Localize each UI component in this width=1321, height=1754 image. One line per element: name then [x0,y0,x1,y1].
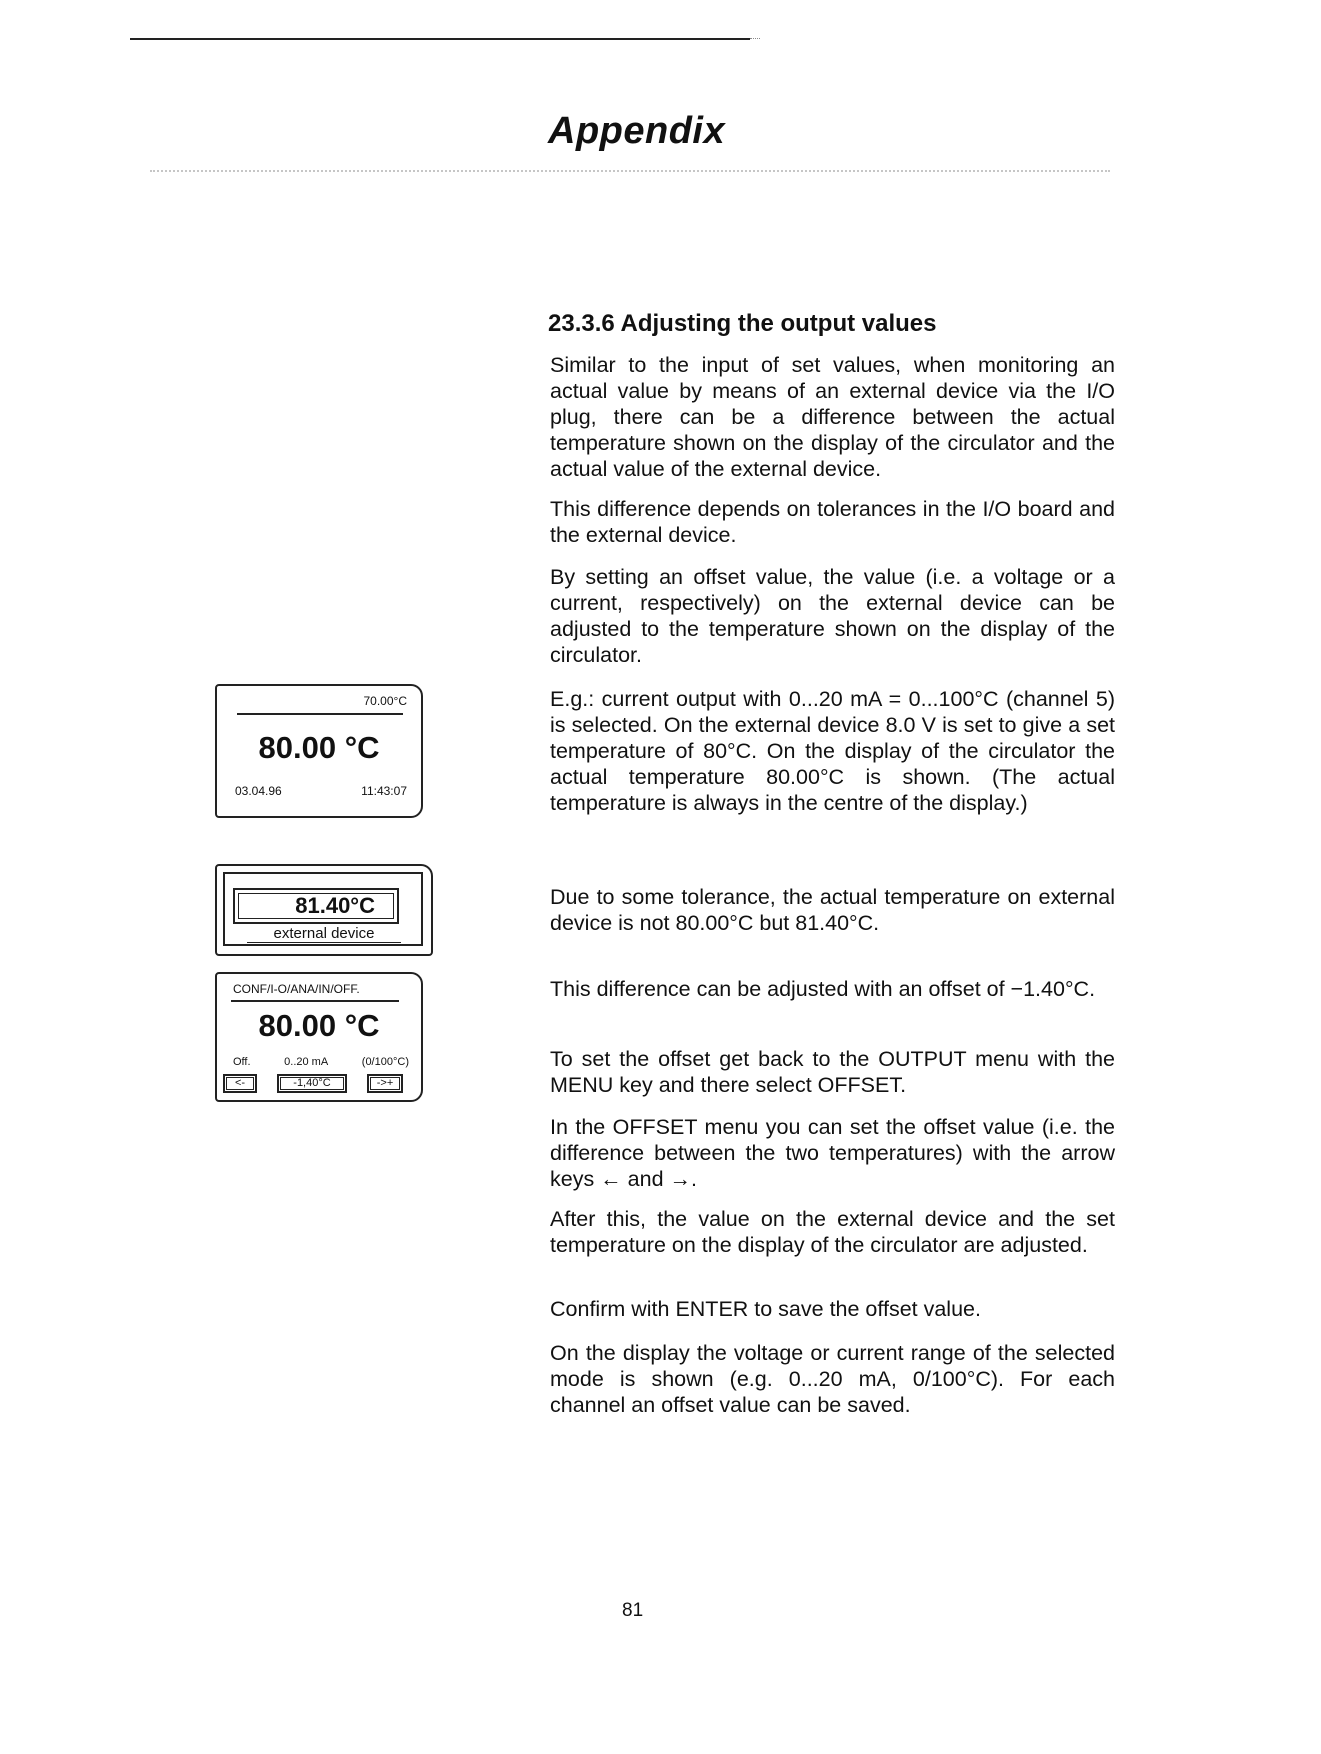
external-device-display [215,864,433,956]
paragraph-8: In the OFFSET menu you can set the offset value (i.e. the difference between the two temperatures) with the arrow keys ← and →. [550,1115,1115,1191]
paragraph-9: After this, the value on the external device and the set temperature on the display of the circulator are adjusted. [550,1207,1115,1257]
paragraph-1: Similar to the input of set values, when monitoring an actual value by means of an external device via the I/O plug, there can be a difference between the actual temperature shown on the display of the circulator and the actual value of the external device. [550,353,1115,481]
top-rule-faint [750,38,760,39]
paragraph-6: This difference can be adjusted with an offset of −1.40°C. [550,977,1096,1001]
page-title: Appendix [548,110,726,152]
display-time: 11:43:07 [361,784,407,798]
softkey-row [223,1074,403,1093]
set-temperature: 70.00°C [363,694,407,708]
offset-menu-display [215,972,423,1102]
display-date: 03.04.96 [235,784,282,798]
display-divider [231,1000,399,1002]
scan-noise-band [150,170,1110,172]
display-divider [237,713,403,715]
paragraph-7: To set the offset get back to the OUTPUT menu with the MENU key and there select OFFSET. [550,1047,1115,1097]
external-device-label: external device [273,925,375,942]
paragraph-4: E.g.: current output with 0...20 mA = 0...100°C (channel 5) is selected. On the external device 8.0 V is set to give a set temperature of 80°C. On the display of the circulator the actual temperature 80.00°C is shown. (The actual temperature is always in the centre of the display.) [550,687,1115,815]
top-rule [130,38,750,40]
paragraph-5: Due to some tolerance, the actual temperature on external device is not 80.00°C but 81.40°C. [550,885,1115,935]
external-device-value: 81.40°C [238,893,394,919]
offset-mode: Off. [233,1056,251,1068]
increase-key[interactable]: ->+ [367,1074,403,1093]
paragraph-11: On the display the voltage or current range of the selected mode is shown (e.g. 0...20 mA, 0/100°C). For each channel an offset value can be saved. [550,1341,1115,1417]
external-value-box [233,888,399,924]
actual-temperature: 80.00 °C [258,1008,380,1043]
actual-temperature: 80.00 °C [258,730,380,765]
page-number: 81 [622,1600,644,1621]
menu-path: CONF/I-O/ANA/IN/OFF. [233,982,360,996]
paragraph-3: By setting an offset value, the value (i.e. a voltage or a current, respectively) on the external device can be adjusted to the temperature shown on the display of the circulator. [550,565,1115,667]
paragraph-2: This difference depends on tolerances in the I/O board and the external device. [550,497,1115,547]
external-label-underline [247,942,401,943]
decrease-key[interactable]: <- [223,1074,257,1093]
circulator-display [215,684,423,818]
section-heading: 23.3.6 Adjusting the output values [548,310,937,337]
offset-value-key[interactable]: -1,40°C [277,1074,347,1093]
offset-scale: (0/100°C) [361,1056,409,1068]
paragraph-10: Confirm with ENTER to save the offset value. [550,1297,981,1321]
offset-range: 0..20 mA [284,1056,329,1068]
offset-info-row [233,1056,409,1068]
